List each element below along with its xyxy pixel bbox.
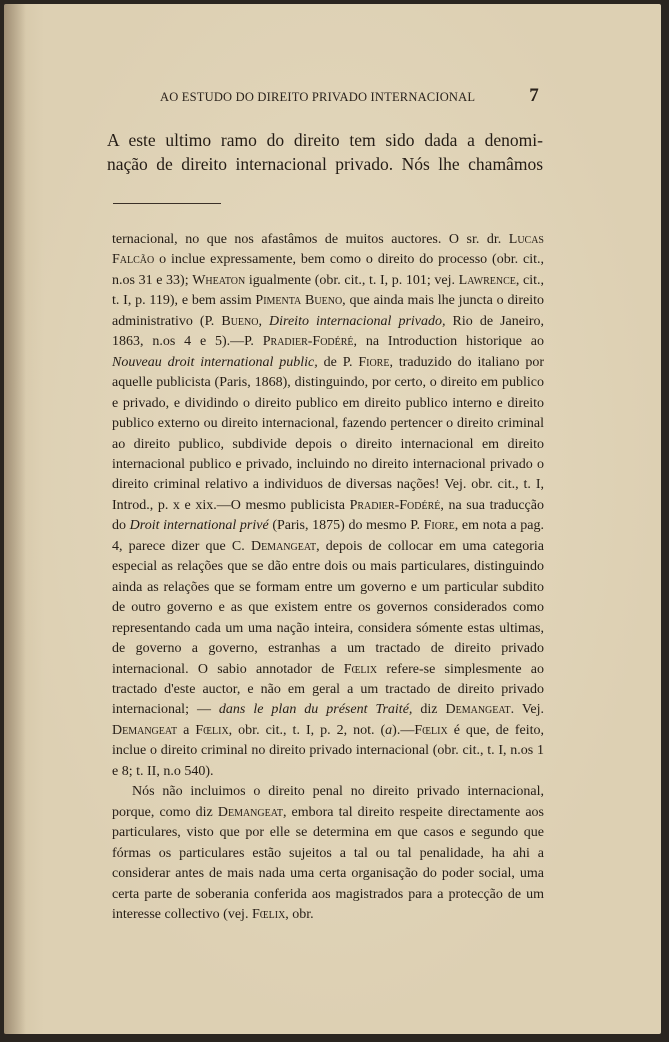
name-smallcaps: Fiore (358, 354, 390, 370)
text-run: . Vej. (510, 702, 544, 718)
text-run: , (258, 313, 270, 329)
body-line: A este ultimo ramo do direito tem sido dada a denomi- (107, 130, 543, 150)
name-smallcaps: Bueno (221, 313, 259, 329)
text-run: , embora tal direito respeite directamente aos particulares, visto que por elle se determina em que casos e segundo que fórmas os particulares estão sujeitos a tal ou tal penalidade, ha ahi a considerar antes de mais nada uma certa organisação do poder social, uma certa parte de soberania conferida aos magistrados para a protecção de um interesse collectivo (vej. (112, 804, 544, 922)
text-run: Nós não incluimos o direito penal no direito privado internacional, porque, como diz (112, 784, 544, 820)
footnote-paragraph (112, 230, 544, 782)
name-smallcaps: Demangeat (112, 722, 178, 738)
title-italic: a (385, 722, 393, 738)
title-italic: Droit international privé (129, 518, 269, 534)
text-run: , na Introduction historique ao (353, 334, 544, 350)
name-smallcaps: Lucas Falcão (112, 232, 544, 268)
text-run: , em nota a pag. 4, parece dizer que C. (112, 518, 544, 554)
text-run: , traduzido do italiano por aquelle publicista (Paris, 1868), distinguindo, por certo, o direito em publico e privado, e dividindo o direito publico em direito publico interno e direito publico externo ou direito internacional, fazendo pertencer o direito criminal ao direito publico, subdivide depois o direito internacional em direito internacional publico e privado, incluindo no direito internacional privado o direito criminal relativo a individuos de diversas nações! Vej. obr. cit., t. I, Introd., p. x e xix.—O mesmo publicista (112, 354, 544, 513)
name-smallcaps: Fœlix (343, 661, 378, 677)
text-run: diz (412, 702, 446, 718)
name-smallcaps: Demangeat (250, 538, 317, 554)
text-run: igualmente (obr. cit., t. I, p. 101; vej. (245, 272, 459, 288)
body-line: nação de direito internacional privado. Nós lhe chamâmos (107, 154, 543, 174)
name-smallcaps: Fœlix (414, 722, 448, 738)
name-smallcaps: Lawrence (458, 272, 516, 288)
text-run: , obr. (285, 906, 314, 922)
name-smallcaps: Pradier-Fodéré (349, 497, 441, 513)
name-smallcaps: Demangeat (445, 702, 511, 718)
text-run: , obr. cit., t. I, p. 2, not. ( (228, 722, 386, 738)
text-run: Rio de Janeiro, 1863, n.os 4 e 5).—P. (112, 313, 544, 350)
page-number: 7 (529, 85, 539, 106)
text-run: ternacional, no que nos afastâmos de muitos auctores. O sr. dr. (112, 232, 509, 247)
name-smallcaps: Fœlix (251, 906, 286, 922)
text-run: , na sua traducção do (112, 497, 544, 534)
running-head: AO ESTUDO DO DIREITO PRIVADO INTERNACIONAL (160, 90, 476, 104)
text-run: , depois de collocar em uma categoria especial as relações que se dão entre dois ou mais particulares, distinguindo ainda as relações que se formam entre um governo e um particular subdito de outro governo e as que existem entre os governos considerados como representando cada um uma nação inteira, considera sómente estas ultimas, de governo a governo, estranhas a um tractado de direito privado internacional. O sabio annotador de (112, 538, 544, 677)
name-smallcaps: Fiore (423, 518, 455, 534)
name-smallcaps: Wheaton (192, 272, 246, 288)
title-italic: Direito internacional privado, (269, 313, 446, 329)
text-run: (Paris, 1875) do mesmo P. (268, 518, 424, 534)
title-italic: dans le plan du présent Traité, (218, 702, 413, 718)
footnote-separator (113, 203, 221, 204)
text-run: de P. (317, 354, 359, 370)
name-smallcaps: Pradier-Fodéré (262, 334, 354, 350)
page-gutter (4, 4, 26, 1034)
name-smallcaps: Fœlix (195, 722, 229, 738)
text-run: a (177, 722, 196, 738)
footnote (112, 230, 544, 925)
body-paragraph (107, 128, 543, 176)
text-run: o inclue expressamente, bem como o direito do processo (obr. cit., n.os 31 e 33); (112, 252, 544, 288)
page-header (160, 85, 545, 106)
name-smallcaps: Demangeat (217, 804, 283, 820)
name-smallcaps: Pimenta Bueno (255, 293, 343, 309)
text-run: , cit., t. I, p. 119), e bem assim (112, 272, 544, 309)
text-run: refere-se simplesmente ao tractado d'este auctor, e não em geral a um tractado de direito privado internacional; — (112, 661, 545, 718)
footnote-paragraph (112, 782, 544, 925)
title-italic: Nouveau droit international public, (112, 354, 318, 370)
text-run: ).— (392, 722, 415, 738)
text-run: é que, de feito, inclue o direito criminal no direito privado internacional (obr. cit., t. I, n.os 1 e 8; t. II, n.o 540). (112, 722, 544, 779)
text-run: , que ainda mais lhe juncta o direito administrativo (P. (112, 293, 544, 329)
